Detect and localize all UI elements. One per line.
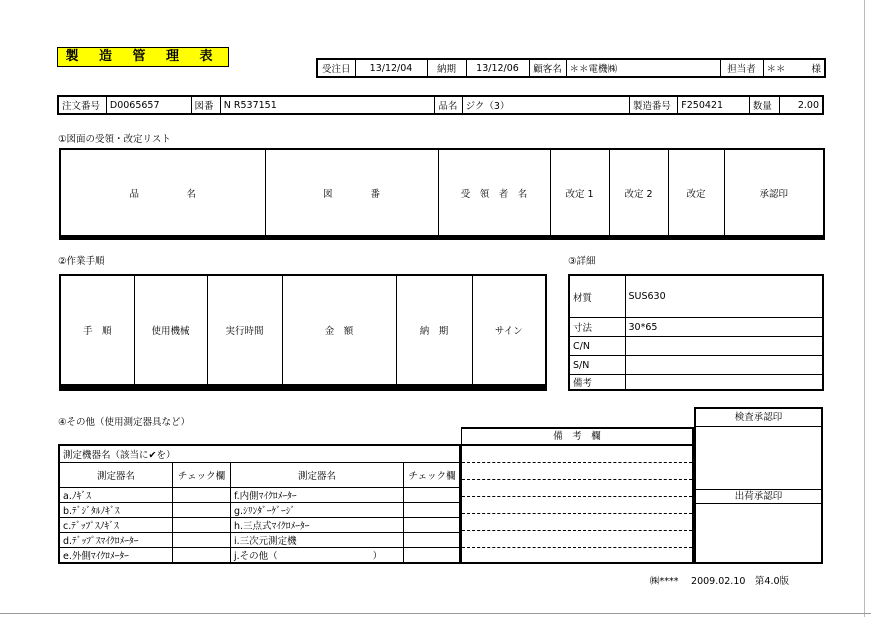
other-section-title: ④その他（使用測定器具など） [58, 417, 191, 428]
instrument-item: c.ﾃﾞｯﾌﾟｽﾉｷﾞｽ [60, 518, 173, 533]
remarks-line[interactable] [462, 497, 692, 514]
procedure-section-title: ②作業手順 [58, 256, 105, 267]
instrument-item: j.その他（ ） [231, 548, 404, 563]
cn-value[interactable] [625, 337, 823, 356]
details-table [568, 274, 824, 391]
customer-label: 顧客名 [529, 59, 566, 77]
shipping-stamp-area[interactable] [696, 504, 821, 562]
procedure-header-time: 実行時間 [207, 275, 282, 385]
drawing-value[interactable]: N R537151 [220, 96, 435, 114]
instrument-check[interactable] [173, 518, 231, 533]
procedure-table [59, 274, 547, 391]
page-edge-right [864, 0, 865, 617]
remarks-line[interactable] [462, 480, 692, 497]
page-edge-bottom [0, 613, 871, 614]
instrument-check[interactable] [404, 503, 461, 518]
drawings-header-receiver: 受 領 者 名 [438, 149, 550, 236]
approval-box [694, 407, 823, 564]
instrument-check[interactable] [173, 548, 231, 563]
remarks-label: 備考 [569, 375, 625, 391]
order-date-value[interactable]: 13/12/04 [355, 59, 427, 77]
order-date-label: 受注日 [317, 59, 355, 77]
instruments-title: 測定機器名（該当に✔を） [63, 450, 176, 461]
drawings-header-drawing-no: 図 番 [265, 149, 438, 236]
instruments-header-name-right: 測定器名 [231, 463, 404, 488]
drawings-header-product: 品 名 [60, 149, 265, 236]
remarks-line[interactable] [462, 446, 692, 463]
details-section-title: ③詳細 [568, 256, 596, 267]
material-label: 材質 [569, 275, 625, 318]
instruments-header-check-right: チェック欄 [404, 463, 461, 488]
sn-value[interactable] [625, 356, 823, 375]
remarks-value[interactable] [625, 375, 823, 391]
mfg-no-value[interactable]: F250421 [678, 96, 750, 114]
drawings-table [59, 148, 825, 240]
drawings-header-rev2: 改定 2 [609, 149, 668, 236]
instrument-item: h.三点式ﾏｲｸﾛﾒｰﾀｰ [231, 518, 404, 533]
instrument-item: g.ｼﾘﾝﾀﾞｰｹﾞｰｼﾞ [231, 503, 404, 518]
qty-label: 数量 [749, 96, 779, 114]
instruments-table [59, 462, 461, 563]
order-table [57, 95, 824, 115]
procedure-header-deadline: 納 期 [396, 275, 472, 385]
instrument-check[interactable] [173, 488, 231, 503]
delivery-label: 納期 [427, 59, 466, 77]
instruments-header-name-left: 測定器名 [60, 463, 173, 488]
drawing-label: 図番 [191, 96, 220, 114]
drawings-header-rev1: 改定 1 [550, 149, 609, 236]
header-table [316, 58, 826, 78]
procedure-header-sign: サイン [472, 275, 546, 385]
customer-value[interactable]: ＊＊電機㈱ [566, 59, 720, 77]
cn-label: C/N [569, 337, 625, 356]
drawings-header-approval: 承認印 [724, 149, 824, 236]
procedure-header-amount: 金 額 [282, 275, 396, 385]
remarks-box [461, 427, 694, 564]
instrument-check[interactable] [173, 503, 231, 518]
staff-cell[interactable] [763, 59, 825, 77]
delivery-value[interactable]: 13/12/06 [466, 59, 529, 77]
drawings-section-title: ①図面の受領・改定リスト [58, 134, 171, 145]
table-row [60, 389, 546, 391]
honorific: 様 [811, 64, 821, 75]
instrument-item: e.外側ﾏｲｸﾛﾒｰﾀｰ [60, 548, 173, 563]
instrument-item: i.三次元測定機 [231, 533, 404, 548]
product-label: 品名 [435, 96, 462, 114]
inspection-approval-label: 検査承認印 [696, 409, 821, 427]
instrument-item: b.ﾃﾞｼﾞﾀﾙﾉｷﾞｽ [60, 503, 173, 518]
instrument-check[interactable] [404, 518, 461, 533]
footer-version: ㈱**** 2009.02.10 第4.0版 [650, 576, 790, 587]
table-row [60, 238, 824, 240]
remarks-line[interactable] [462, 463, 692, 480]
staff-value: ＊＊ [766, 64, 786, 75]
drawings-header-rev: 改定 [668, 149, 724, 236]
instruments-header-check-left: チェック欄 [173, 463, 231, 488]
dimension-label: 寸法 [569, 318, 625, 337]
instrument-item: f.内側ﾏｲｸﾛﾒｰﾀｰ [231, 488, 404, 503]
staff-label: 担当者 [720, 59, 763, 77]
product-value[interactable]: ジク（3） [462, 96, 629, 114]
instrument-check[interactable] [404, 548, 461, 563]
procedure-header-machine: 使用機械 [134, 275, 207, 385]
instrument-item: d.ﾃﾞｯﾌﾟｽﾏｲｸﾛﾒｰﾀｰ [60, 533, 173, 548]
procedure-header-step: 手 順 [60, 275, 134, 385]
instrument-check[interactable] [173, 533, 231, 548]
shipping-approval-label: 出荷承認印 [696, 490, 821, 504]
mfg-no-label: 製造番号 [629, 96, 677, 114]
instruments-box [58, 444, 461, 564]
order-no-label: 注文番号 [58, 96, 106, 114]
sn-label: S/N [569, 356, 625, 375]
remarks-line[interactable] [462, 531, 692, 548]
qty-value[interactable]: 2.00 [780, 96, 823, 114]
material-value[interactable]: SUS630 [625, 275, 823, 318]
instrument-item: a.ﾉｷﾞｽ [60, 488, 173, 503]
dimension-value[interactable]: 30*65 [625, 318, 823, 337]
instrument-check[interactable] [404, 488, 461, 503]
remarks-title: 備 考 欄 [462, 429, 692, 446]
form-title: 製 造 管 理 表 [57, 47, 229, 67]
inspection-stamp-area[interactable] [696, 427, 821, 490]
order-no-value[interactable]: D0065657 [106, 96, 191, 114]
remarks-line[interactable] [462, 514, 692, 531]
instrument-check[interactable] [404, 533, 461, 548]
